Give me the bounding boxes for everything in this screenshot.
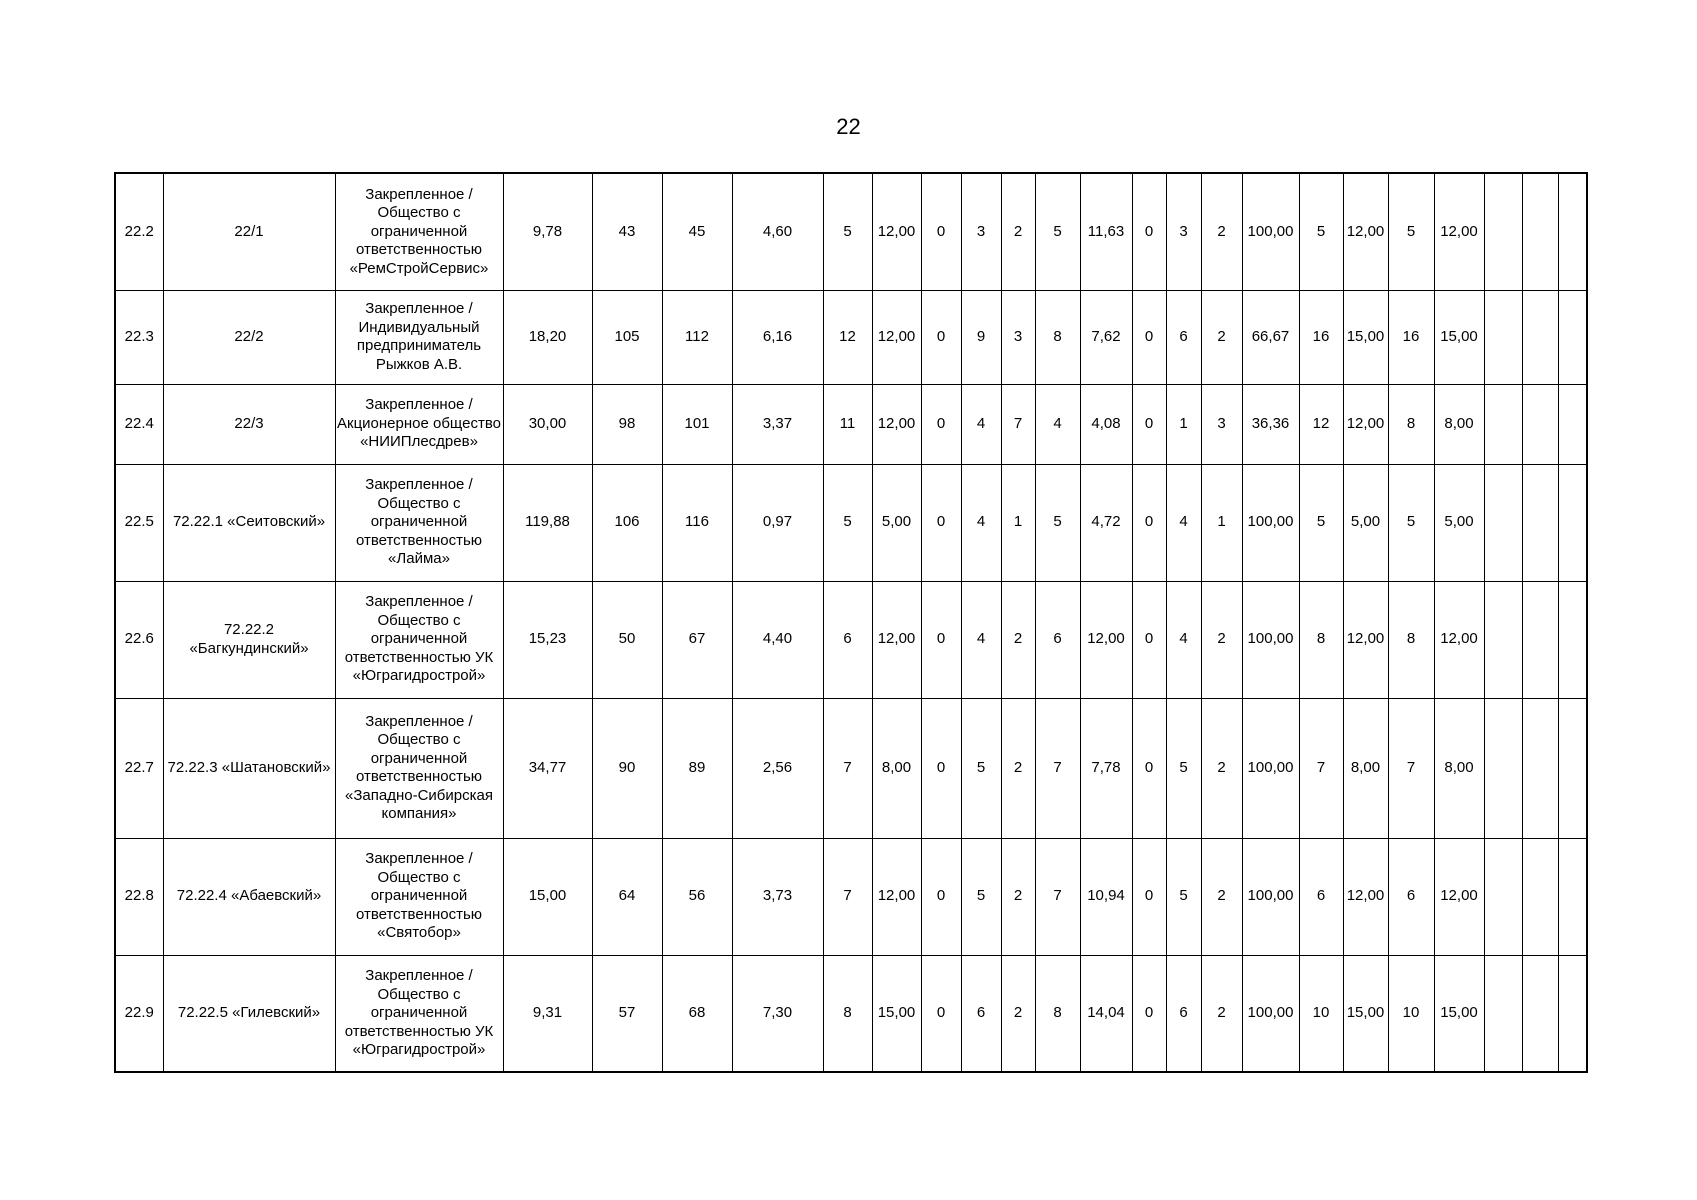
value-col19-cell: 7 [1299, 698, 1343, 838]
value-col16-cell: 6 [1166, 955, 1201, 1072]
value-col13-cell: 7 [1035, 838, 1080, 955]
value-col5-cell: 90 [592, 698, 662, 838]
area-cell: 9,31 [503, 955, 592, 1072]
value-col7-cell: 4,60 [732, 173, 823, 290]
value-col8-cell: 12 [823, 290, 872, 384]
value-col16-cell: 4 [1166, 464, 1201, 581]
value-col21-cell: 10 [1388, 955, 1434, 1072]
value-col23-cell [1484, 173, 1522, 290]
value-col23-cell [1484, 384, 1522, 464]
value-col11-cell: 5 [961, 838, 1001, 955]
table-row [115, 955, 1587, 1072]
value-col14-cell: 14,04 [1080, 955, 1132, 1072]
value-col21-cell: 8 [1388, 384, 1434, 464]
row-number-cell: 22.8 [115, 838, 163, 955]
value-col11-cell: 6 [961, 955, 1001, 1072]
value-col6-cell: 68 [662, 955, 732, 1072]
value-col13-cell: 8 [1035, 955, 1080, 1072]
value-col12-cell: 2 [1001, 173, 1035, 290]
value-col22-cell: 12,00 [1434, 173, 1484, 290]
value-col10-cell: 0 [921, 581, 961, 698]
value-col14-cell: 4,72 [1080, 464, 1132, 581]
value-col12-cell: 7 [1001, 384, 1035, 464]
value-col17-cell: 3 [1201, 384, 1242, 464]
value-col15-cell: 0 [1132, 698, 1166, 838]
value-col21-cell: 5 [1388, 173, 1434, 290]
value-col17-cell: 2 [1201, 955, 1242, 1072]
value-col8-cell: 11 [823, 384, 872, 464]
value-col24-cell [1522, 173, 1558, 290]
area-cell: 119,88 [503, 464, 592, 581]
value-col24-cell [1522, 581, 1558, 698]
value-col19-cell: 5 [1299, 173, 1343, 290]
value-col13-cell: 5 [1035, 464, 1080, 581]
value-col24-cell [1522, 384, 1558, 464]
value-col11-cell: 3 [961, 173, 1001, 290]
value-col25-cell [1558, 955, 1587, 1072]
value-col21-cell: 6 [1388, 838, 1434, 955]
tenure-type-cell: Закрепленное / Общество с ограниченной ответственностью УК «Юграгидрострой» [335, 581, 503, 698]
value-col15-cell: 0 [1132, 464, 1166, 581]
row-number-cell: 22.2 [115, 173, 163, 290]
row-number-cell: 22.9 [115, 955, 163, 1072]
value-col11-cell: 9 [961, 290, 1001, 384]
value-col12-cell: 2 [1001, 838, 1035, 955]
value-col24-cell [1522, 955, 1558, 1072]
value-col23-cell [1484, 464, 1522, 581]
value-col20-cell: 8,00 [1343, 698, 1388, 838]
value-col17-cell: 2 [1201, 173, 1242, 290]
value-col22-cell: 12,00 [1434, 581, 1484, 698]
row-number-cell: 22.6 [115, 581, 163, 698]
value-col15-cell: 0 [1132, 384, 1166, 464]
value-col11-cell: 5 [961, 698, 1001, 838]
object-name-cell: 72.22.3 «Шатановский» [163, 698, 335, 838]
value-col25-cell [1558, 290, 1587, 384]
value-col18-cell: 100,00 [1242, 698, 1299, 838]
value-col14-cell: 4,08 [1080, 384, 1132, 464]
value-col18-cell: 100,00 [1242, 173, 1299, 290]
value-col22-cell: 8,00 [1434, 384, 1484, 464]
value-col22-cell: 8,00 [1434, 698, 1484, 838]
tenure-type-cell: Закрепленное / Индивидуальный предприниматель Рыжков А.В. [335, 290, 503, 384]
value-col6-cell: 45 [662, 173, 732, 290]
value-col25-cell [1558, 581, 1587, 698]
value-col8-cell: 7 [823, 838, 872, 955]
value-col24-cell [1522, 290, 1558, 384]
value-col12-cell: 2 [1001, 581, 1035, 698]
value-col13-cell: 6 [1035, 581, 1080, 698]
value-col16-cell: 1 [1166, 384, 1201, 464]
value-col20-cell: 12,00 [1343, 173, 1388, 290]
value-col7-cell: 4,40 [732, 581, 823, 698]
object-name-cell: 22/3 [163, 384, 335, 464]
value-col9-cell: 15,00 [872, 955, 921, 1072]
value-col6-cell: 89 [662, 698, 732, 838]
page-number: 22 [836, 114, 861, 139]
value-col23-cell [1484, 698, 1522, 838]
value-col17-cell: 2 [1201, 698, 1242, 838]
value-col22-cell: 5,00 [1434, 464, 1484, 581]
value-col15-cell: 0 [1132, 838, 1166, 955]
value-col7-cell: 3,73 [732, 838, 823, 955]
tenure-type-cell: Закрепленное / Акционерное общество «НИИПлесдрев» [335, 384, 503, 464]
value-col6-cell: 112 [662, 290, 732, 384]
value-col9-cell: 8,00 [872, 698, 921, 838]
value-col14-cell: 10,94 [1080, 838, 1132, 955]
value-col5-cell: 43 [592, 173, 662, 290]
value-col8-cell: 6 [823, 581, 872, 698]
value-col18-cell: 100,00 [1242, 838, 1299, 955]
value-col10-cell: 0 [921, 698, 961, 838]
value-col13-cell: 7 [1035, 698, 1080, 838]
table-row [115, 581, 1587, 698]
value-col6-cell: 101 [662, 384, 732, 464]
value-col14-cell: 12,00 [1080, 581, 1132, 698]
value-col20-cell: 15,00 [1343, 955, 1388, 1072]
value-col8-cell: 7 [823, 698, 872, 838]
value-col11-cell: 4 [961, 384, 1001, 464]
value-col19-cell: 5 [1299, 464, 1343, 581]
value-col17-cell: 2 [1201, 290, 1242, 384]
value-col8-cell: 8 [823, 955, 872, 1072]
value-col23-cell [1484, 290, 1522, 384]
value-col17-cell: 1 [1201, 464, 1242, 581]
value-col16-cell: 4 [1166, 581, 1201, 698]
value-col10-cell: 0 [921, 384, 961, 464]
table-row [115, 698, 1587, 838]
object-name-cell: 22/2 [163, 290, 335, 384]
value-col25-cell [1558, 464, 1587, 581]
table-row [115, 384, 1587, 464]
value-col10-cell: 0 [921, 838, 961, 955]
value-col8-cell: 5 [823, 173, 872, 290]
row-number-cell: 22.7 [115, 698, 163, 838]
value-col6-cell: 116 [662, 464, 732, 581]
value-col20-cell: 5,00 [1343, 464, 1388, 581]
value-col21-cell: 7 [1388, 698, 1434, 838]
value-col6-cell: 56 [662, 838, 732, 955]
area-cell: 34,77 [503, 698, 592, 838]
value-col5-cell: 64 [592, 838, 662, 955]
value-col11-cell: 4 [961, 581, 1001, 698]
value-col5-cell: 98 [592, 384, 662, 464]
value-col7-cell: 0,97 [732, 464, 823, 581]
value-col20-cell: 12,00 [1343, 581, 1388, 698]
value-col12-cell: 2 [1001, 955, 1035, 1072]
value-col12-cell: 2 [1001, 698, 1035, 838]
object-name-cell: 22/1 [163, 173, 335, 290]
value-col20-cell: 15,00 [1343, 290, 1388, 384]
value-col14-cell: 7,62 [1080, 290, 1132, 384]
value-col9-cell: 5,00 [872, 464, 921, 581]
object-name-cell: 72.22.4 «Абаевский» [163, 838, 335, 955]
table-row [115, 838, 1587, 955]
value-col7-cell: 3,37 [732, 384, 823, 464]
value-col9-cell: 12,00 [872, 173, 921, 290]
value-col14-cell: 7,78 [1080, 698, 1132, 838]
value-col23-cell [1484, 838, 1522, 955]
area-cell: 15,23 [503, 581, 592, 698]
row-number-cell: 22.4 [115, 384, 163, 464]
value-col15-cell: 0 [1132, 581, 1166, 698]
area-cell: 18,20 [503, 290, 592, 384]
value-col9-cell: 12,00 [872, 581, 921, 698]
object-name-cell: 72.22.1 «Сеитовский» [163, 464, 335, 581]
value-col7-cell: 2,56 [732, 698, 823, 838]
value-col17-cell: 2 [1201, 581, 1242, 698]
value-col5-cell: 105 [592, 290, 662, 384]
value-col13-cell: 5 [1035, 173, 1080, 290]
value-col24-cell [1522, 698, 1558, 838]
value-col5-cell: 57 [592, 955, 662, 1072]
area-cell: 30,00 [503, 384, 592, 464]
row-number-cell: 22.5 [115, 464, 163, 581]
value-col19-cell: 12 [1299, 384, 1343, 464]
value-col18-cell: 100,00 [1242, 955, 1299, 1072]
value-col18-cell: 36,36 [1242, 384, 1299, 464]
value-col7-cell: 7,30 [732, 955, 823, 1072]
data-table [114, 172, 1588, 1073]
value-col9-cell: 12,00 [872, 384, 921, 464]
value-col19-cell: 6 [1299, 838, 1343, 955]
value-col15-cell: 0 [1132, 955, 1166, 1072]
table-row [115, 290, 1587, 384]
tenure-type-cell: Закрепленное / Общество с ограниченной ответственностью «Святобор» [335, 838, 503, 955]
value-col18-cell: 66,67 [1242, 290, 1299, 384]
value-col9-cell: 12,00 [872, 838, 921, 955]
tenure-type-cell: Закрепленное / Общество с ограниченной ответственностью УК «Юграгидрострой» [335, 955, 503, 1072]
tenure-type-cell: Закрепленное / Общество с ограниченной ответственностью «Западно-Сибирская компания» [335, 698, 503, 838]
value-col18-cell: 100,00 [1242, 581, 1299, 698]
value-col25-cell [1558, 384, 1587, 464]
value-col23-cell [1484, 581, 1522, 698]
value-col10-cell: 0 [921, 290, 961, 384]
value-col16-cell: 6 [1166, 290, 1201, 384]
value-col21-cell: 5 [1388, 464, 1434, 581]
tenure-type-cell: Закрепленное / Общество с ограниченной ответственностью «РемСтройСервис» [335, 173, 503, 290]
row-number-cell: 22.3 [115, 290, 163, 384]
value-col11-cell: 4 [961, 464, 1001, 581]
value-col6-cell: 67 [662, 581, 732, 698]
object-name-cell: 72.22.5 «Гилевский» [163, 955, 335, 1072]
value-col16-cell: 5 [1166, 698, 1201, 838]
value-col12-cell: 1 [1001, 464, 1035, 581]
value-col22-cell: 15,00 [1434, 955, 1484, 1072]
value-col13-cell: 4 [1035, 384, 1080, 464]
value-col24-cell [1522, 838, 1558, 955]
value-col10-cell: 0 [921, 464, 961, 581]
value-col25-cell [1558, 698, 1587, 838]
value-col17-cell: 2 [1201, 838, 1242, 955]
value-col16-cell: 5 [1166, 838, 1201, 955]
value-col22-cell: 12,00 [1434, 838, 1484, 955]
value-col18-cell: 100,00 [1242, 464, 1299, 581]
value-col10-cell: 0 [921, 173, 961, 290]
value-col13-cell: 8 [1035, 290, 1080, 384]
value-col15-cell: 0 [1132, 290, 1166, 384]
value-col8-cell: 5 [823, 464, 872, 581]
value-col22-cell: 15,00 [1434, 290, 1484, 384]
value-col21-cell: 8 [1388, 581, 1434, 698]
table-row [115, 173, 1587, 290]
value-col23-cell [1484, 955, 1522, 1072]
area-cell: 9,78 [503, 173, 592, 290]
value-col16-cell: 3 [1166, 173, 1201, 290]
value-col7-cell: 6,16 [732, 290, 823, 384]
value-col15-cell: 0 [1132, 173, 1166, 290]
value-col5-cell: 50 [592, 581, 662, 698]
area-cell: 15,00 [503, 838, 592, 955]
tenure-type-cell: Закрепленное / Общество с ограниченной ответственностью «Лайма» [335, 464, 503, 581]
value-col10-cell: 0 [921, 955, 961, 1072]
value-col21-cell: 16 [1388, 290, 1434, 384]
value-col12-cell: 3 [1001, 290, 1035, 384]
table-row [115, 464, 1587, 581]
value-col20-cell: 12,00 [1343, 384, 1388, 464]
value-col25-cell [1558, 173, 1587, 290]
value-col9-cell: 12,00 [872, 290, 921, 384]
value-col25-cell [1558, 838, 1587, 955]
value-col14-cell: 11,63 [1080, 173, 1132, 290]
value-col19-cell: 8 [1299, 581, 1343, 698]
value-col24-cell [1522, 464, 1558, 581]
value-col19-cell: 10 [1299, 955, 1343, 1072]
value-col5-cell: 106 [592, 464, 662, 581]
value-col19-cell: 16 [1299, 290, 1343, 384]
object-name-cell: 72.22.2 «Багкундинский» [163, 581, 335, 698]
value-col20-cell: 12,00 [1343, 838, 1388, 955]
